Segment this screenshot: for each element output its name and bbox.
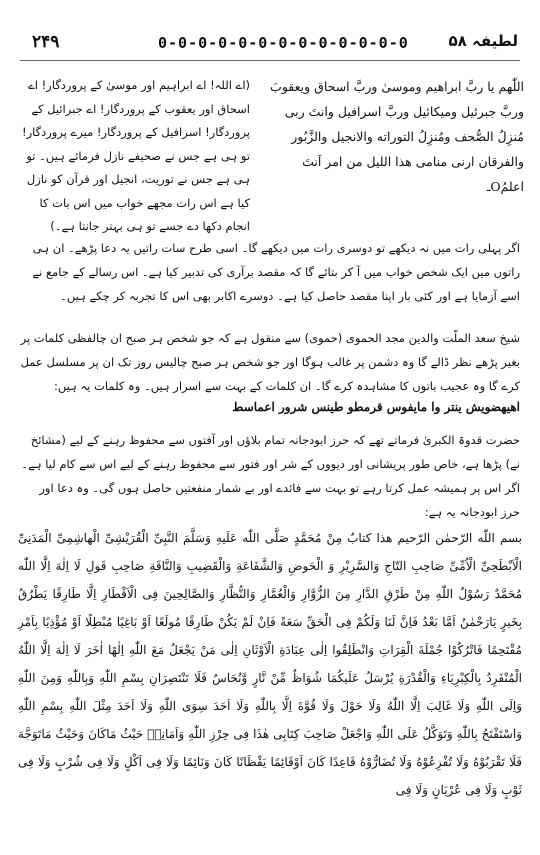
header-ornament: 0-0-0-0-0-0-0-0-0-0-0-0-0: [158, 34, 409, 52]
page-header: [18, 30, 524, 58]
arabic-prayer: اللّٰهم یا ربَّ ابراهیم وموسیٰ وربَّ اسحاق ویعقوبَ وربَّ جبرئیل ومیکائیل وربَّ اسرافیل وانتَ ربی مُنزِلُ الصُّحف ومُنزِلُ التوراته والانجیل والزَّبُور والفرقان ارنی منامی هذا اللیل من امر اَنتَ اعلمُOـ: [270, 79, 524, 194]
paragraph-hirz-abu-dujana: حضرت قدوۃ الکبریٰ فرماتے تھے کہ حرز ابودجانہ تمام بلاؤں اور آفتوں سے محفوظ رہنے کے لیے (مشائخ نے) پڑھا ہے، خاص طور پریشانی اور دیووں کے شر اور فتور سے محفوظ رہنے کے لیے اس سے کام لیا ہے۔ اگر اس پر ہمیشہ عمل کرتا رہے تو بہت سے فائدے اور بے شمار منفعتیں حاصل ہوں گی۔ وہ دعا اور حرز ابودجانہ یہ ہے:: [21, 433, 520, 519]
header-divider: [20, 60, 520, 61]
magic-words-line: اهیهضویش ینتر وا مایفوس قرمطو طینس شرور اعماسط: [232, 400, 520, 414]
section-title: لطیفہ ۵۸: [448, 32, 518, 50]
urdu-translation: (اے اللہ! اے ابراہیم اور موسیٰ کے پروردگار! اے اسحاق اور یعقوب کے پروردگار! اے جبرائیل کے پروردگار! اسرافیل کے پروردگار! میرے پروردگار! تو ہی ہے جس نے صحیفے نازل فرمائے ہیں۔ تو ہی ہے جس نے توریت، انجیل اور قرآن کو نازل کیا ہے اس رات مجھے خواب میں اس بات کا انجام دکھا دے جسے تو ہی بہتر جانتا ہے۔): [21, 78, 250, 233]
prayer-two-columns: [18, 74, 524, 232]
page-number: ۲۴۹: [32, 32, 60, 52]
paragraph-shaikh-saad: شیخ سعد الملّت والدین مجد الحموی (حموی) سے منقول ہے کہ جو شخص ہر صبح ان چالفظی کلمات پر بغیر پڑھے نظر ڈالے گا وہ دشمن پر غالب ہوگا اور جو شخص ہر صبح چالیس روز تک ان پر مسلسل عمل کرے گا وہ عجیب باتوں کا مشاہدہ کرے گا۔ ان کلمات کے بہت سے اسرار ہیں۔ وہ کلمات یہ ہیں:: [20, 331, 520, 393]
arabic-hirz-text: بسم اللّٰه الرّحمٰن الرّحیم هذا کتابٌ مِنْ مُحَمَّدٍ صَلَّی اللّٰه عَلَیهِ وَسَلَّمَ النَّبِیِّ الْقُرَیْشِیِّ الْهاشِمِیِّ الْمَدَنِیِّ الْاَبْطَحِیِّ الْاُمِّیِّ صَاحِبِ التّاجِ وَالسَّرِیْرِ وَ الْحَوضِ وَالشَّفَاعَةِ وَالْقَضِیبِ وَالنَّاقَةِ صَاحِبِ قَولِ لَا اِلٰهَ اِلَّا اللّٰه مُحَمَّدٌ رَسُوْلُ اللّٰهِ مِنْ طَرْقِ الدَّارِ مِنَ الزُّوَّارِ وَالْعُمَّارِ وَالنُّظَّارِ وَالصَّالِحِینَ فِی الْاَقْطَارِ اِلَّا طَارِقًا یَطْرُقُ بِخَیرٍ یَارَحْمٰنُ اَمَّا بَعْدُ فَاِنَّ لَنَا وَلَکُمْ فِی الْحَقِّ سَعَةً فَاِنْ لَمْ یَکُنْ طَارِقًا مُولَعًا اَوْ بَاغِیًا مُبْطِلًا اَوْ مُؤْذِیًا بِاَمْرِ مُقْتَحِمًا فَاتْرُکُوْا جُمْلَةَ الْقِرَاتِ وَانْطَلِقُوا اِلٰی عِبَادَةِ الْاَوْثَانِ اِلٰی مَنْ یَجْعَلُ مَعَ اللّٰهِ اِلٰهًا اٰخَرَ لَا اِلٰهَ اِلَّا اللّٰهُ الْمُنْفَرِدُ بِالْکِبْرِیَاءِ وَالْقُدْرَةِ یُرْسَلُ عَلَیکُمَا شُوَاظٌ مِّنْ نَّارٍ وَّنُحَاسٌ فَلَا تَنْتَصِرَانِ بِسْمِ اللّٰهِ وَبِاللّٰهِ وَمِنَ اللّٰهِ وَاِلَی اللّٰهِ وَلَا غَالِبَ اِلَّا اللّٰهُ وَلَا حَوْلَ وَلَا قُوَّةَ اِلَّا بِاللّٰهِ وَلَا اَحَدَ سِوَی اللّٰهِ وَلَا اَحَدَ مِثْلَ اللّٰهِ بِسْمِ اللّٰهِ وَاسْتَفْتَحُ بِاللّٰهِ وَتَوَکَّلُ عَلَی اللّٰهِ وَاجْعَلْ صَاحِبَ کِتَابِی هٰذَا فِی حِرْزِ اللّٰهِ وَاَمَانِهٖ حَیْثُ مَاکَانَ وَحَیْثُ مَاتَوَجَّهَ فَلَا تَقْرَبُوْهُ وَلَا تُفْزِعُوْهُ وَلَا تُضَارُّوْهُ قَاعِدًا کَانَ اَوْقَائِمًا یَقْظَانًا کَانَ وَنَائِمًا وَلَا فِی اَکْلٍ وَلَا فِی شُرْبٍ وَلَا فِی ثَوْبٍ وَلَا فِی عُرْیَانٍ وَلَا فِی: [18, 531, 523, 797]
paragraph-seven-nights: اگر پہلی رات میں نہ دیکھے تو دوسری رات میں دیکھے گا۔ اسی طرح سات راتیں یہ دعا پڑھے۔ ان ہی راتوں میں ایک شخص خواب میں آ کر بتائے گا کہ مقصد برآری کی تدبیر کیا ہے۔ اس رسالے کے جامع نے اسے آزمایا ہے اور کئی بار اپنا مقصد حاصل کیا ہے۔ دوسرے اکابر بھی اس کا تجربہ کر چکے ہیں۔: [32, 241, 520, 303]
